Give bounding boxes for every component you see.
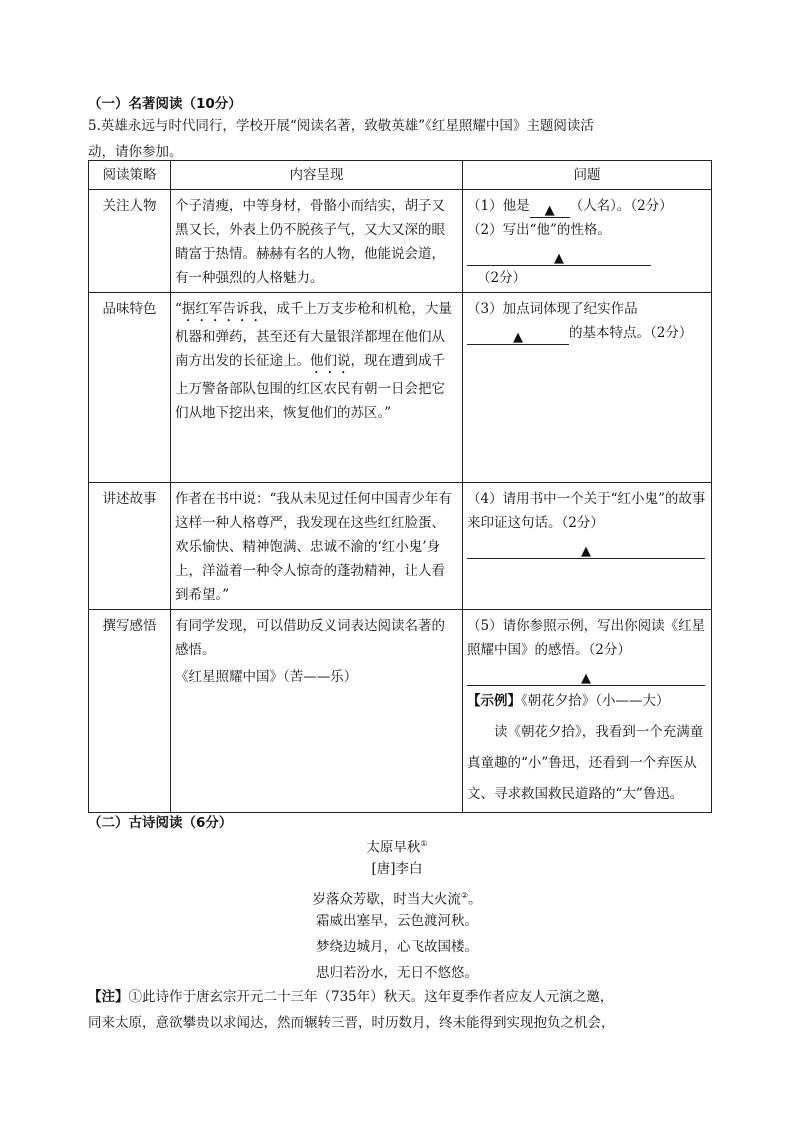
- question-2: （2）写出“他”的性格。: [467, 222, 611, 238]
- question-5: （5）请你参照示例，写出你阅读《红星照耀中国》的感悟。（2分）: [467, 618, 706, 658]
- question-5-answer: [467, 662, 707, 686]
- question-line-1: 5.英雄永远与时代同行，学校开展“阅读名著，致敬英雄”《红星照耀中国》主题阅读活: [88, 118, 594, 134]
- header-question: 问题: [463, 161, 712, 190]
- dotted-words-2: 他们说: [310, 353, 351, 369]
- note-line-1: ①此诗作于唐玄宗开元二十三年（735年）秋天。这年夏季作者应友人元演之邀，: [128, 989, 614, 1005]
- sample-answer: 【示例】《朝花夕拾》（小——大） 读《朝花夕拾》，我看到一个充满童真童趣的“小”鲁迅，还看到一个弃医从文、寻求救国救民道路的“大”鲁迅。: [467, 693, 704, 802]
- strategy-cell: 品味特色: [89, 293, 171, 483]
- table-row: [89, 293, 712, 483]
- question-text: [88, 113, 728, 165]
- answer-blank-4[interactable]: ▲: [467, 540, 705, 559]
- poem-line-1: 岁落众芳歇，时当大火流②。: [312, 891, 482, 908]
- table-header-row: [89, 161, 712, 190]
- content-cell: 个子清瘦，中等身材，骨骼小而结实，胡子又黑又长，外表上仍不脱孩子气，又大又深的眼睛富于热情。赫赫有名的人物，他能说会道，有一种强烈的人格魅力。: [171, 190, 463, 293]
- question-cell: [463, 483, 712, 610]
- strategy-cell: 讲述故事: [89, 483, 171, 610]
- table-row: [89, 483, 712, 610]
- poem-notes: [88, 984, 728, 1036]
- strategy-cell: 撰写感悟: [89, 610, 171, 813]
- strategy-cell: 关注人物: [89, 190, 171, 293]
- poem-line-2: 霜威出塞早，云色渡河秋。: [316, 913, 478, 929]
- question-3: （3）加点词体现了纪实作品: [467, 301, 638, 317]
- poem-title: 太原早秋①: [366, 839, 428, 856]
- question-3-answer: ▲ 的基本特点。（2分）: [467, 321, 707, 345]
- answer-blank-3[interactable]: ▲: [467, 326, 569, 345]
- answer-blank-1[interactable]: ▲: [530, 199, 570, 218]
- poem-line-4: 思归若汾水，无日不悠悠。: [316, 965, 478, 981]
- reading-table: [88, 160, 712, 813]
- question-line-2: 动，请你参加。: [88, 144, 183, 160]
- note-line-2: 同来太原，意欲攀贵以求闻达，然而辗转三晋，时历数月，终未能得到实现抱负之机会，: [88, 1015, 615, 1031]
- antonym-example: 《红星照耀中国》（苦——乐）: [175, 669, 358, 685]
- content-cell: 作者在书中说：“我从未见过任何中国青少年有这样一种人格尊严，我发现在这些红红脸蛋、欢乐愉快、精神饱满、忠诚不渝的‘红小鬼’身上，洋溢着一种令人惊奇的蓬勃精神，让人看到希望。”: [171, 483, 463, 610]
- content-cell: “据红军告诉我，成千上万支步枪和机枪，大量机器和弹药，甚至还有大量银洋都埋在他们从南方出发的长征途上。他们说，现在遭到成千上万警备部队包围的红区农民有朝一日会把它们从地下挖出来，恢复他们的苏区。”: [171, 293, 463, 483]
- question-cell: [463, 610, 712, 813]
- question-2-answer: ▲（2分）: [467, 242, 707, 290]
- answer-blank-5[interactable]: ▲: [467, 667, 705, 686]
- section-heading-1: （一）名著阅读（10分）: [88, 96, 242, 112]
- dotted-words-1: 据红军告诉我: [181, 301, 263, 317]
- content-cell: 有同学发现，可以借助反义词表达阅读名著的感悟。 《红星照耀中国》（苦——乐）: [171, 610, 463, 813]
- table-row: [89, 610, 712, 813]
- question-4: （4）请用书中一个关于“红小鬼”的故事来印证这句话。（2分）: [467, 491, 706, 531]
- poem-author: [唐]李白: [371, 861, 423, 877]
- section-heading-2: （二）古诗阅读（6分）: [88, 815, 233, 831]
- question-cell: [463, 190, 712, 293]
- answer-blank-2[interactable]: ▲: [467, 247, 651, 266]
- question-4-answer: [467, 535, 707, 559]
- header-strategy: 阅读策略: [89, 161, 171, 190]
- question-cell: [463, 293, 712, 483]
- table-row: [89, 190, 712, 293]
- question-1: （1）他是 ▲ （人名）。（2分）: [467, 198, 673, 218]
- note-label: 【注】: [88, 989, 129, 1005]
- poem-line-3: 梦绕边城月，心飞故国楼。: [316, 939, 478, 955]
- header-content: 内容呈现: [171, 161, 463, 190]
